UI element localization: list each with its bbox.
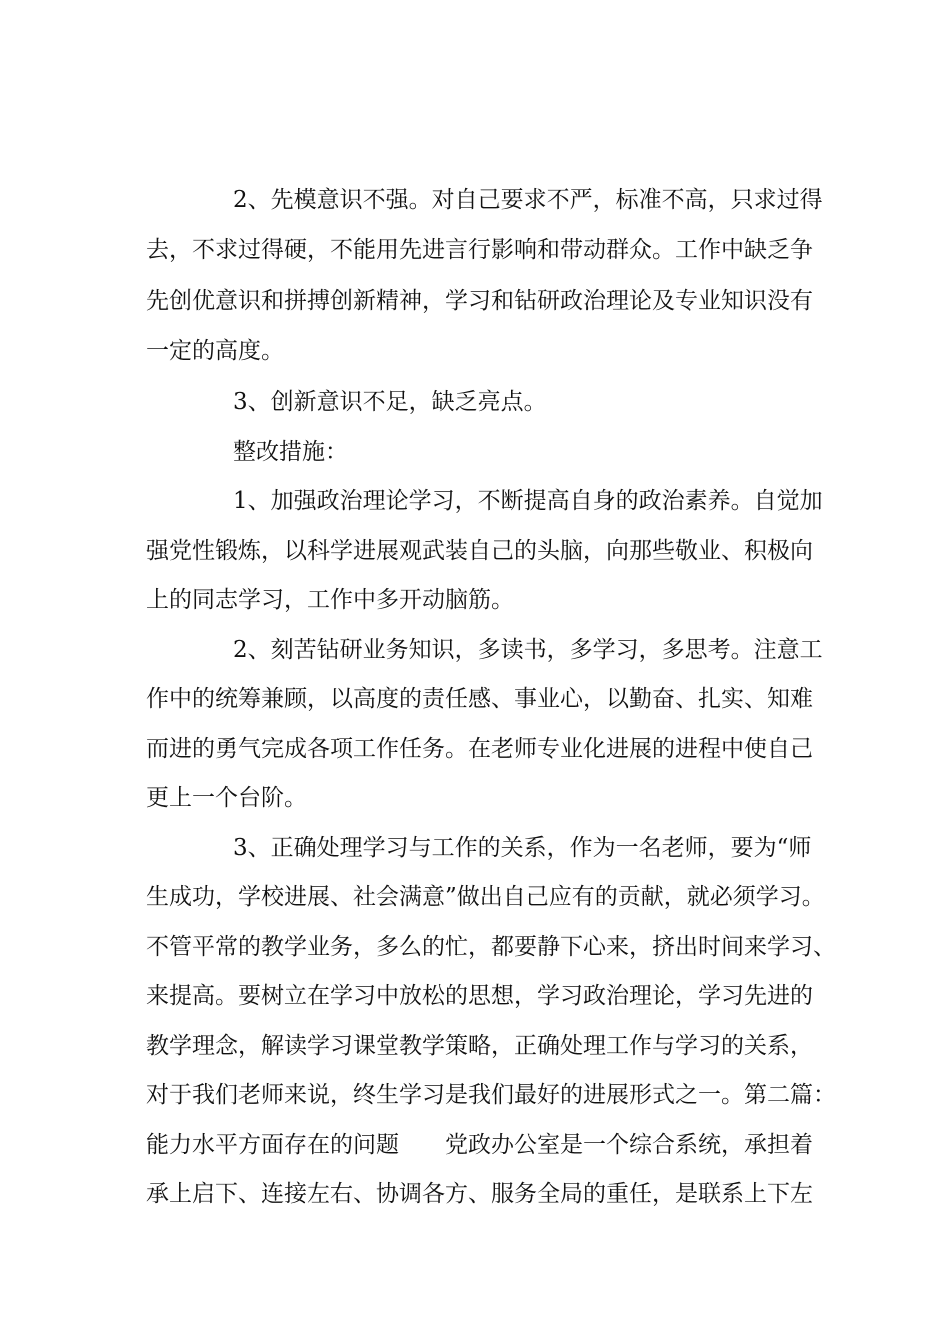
text-line: 生成功，学校进展、社会满意”做出自己应有的贡献，就必须学习。 <box>146 884 825 910</box>
text-line: 2、刻苦钻研业务知识，多读书，多学习，多思考。注意工 <box>233 637 823 663</box>
section-heading: 整改措施： <box>233 439 348 465</box>
text-line: 承上启下、连接左右、协调各方、服务全局的重任，是联系上下左 <box>146 1181 813 1207</box>
text-line: 3、创新意识不足，缺乏亮点。 <box>233 389 547 415</box>
text-line: 一定的高度。 <box>146 338 284 364</box>
text-line: 能力水平方面存在的问题 党政办公室是一个综合系统，承担着 <box>146 1132 813 1158</box>
text-line: 2、先模意识不强。对自己要求不严，标准不高，只求过得 <box>233 187 823 213</box>
text-line: 来提高。要树立在学习中放松的思想，学习政治理论，学习先进的 <box>146 983 813 1009</box>
text-line: 对于我们老师来说，终生学习是我们最好的进展形式之一。第二篇： <box>146 1082 836 1108</box>
text-line: 而进的勇气完成各项工作任务。在老师专业化进展的进程中使自己 <box>146 736 813 762</box>
text-line: 1、加强政治理论学习，不断提高自身的政治素养。自觉加 <box>233 488 823 514</box>
text-line: 上的同志学习，工作中多开动脑筋。 <box>146 587 514 613</box>
text-line: 教学理念，解读学习课堂教学策略，正确处理工作与学习的关系， <box>146 1033 813 1059</box>
text-line: 作中的统筹兼顾，以高度的责任感、事业心，以勤奋、扎实、知难 <box>146 686 813 712</box>
text-line: 强党性锻炼，以科学进展观武装自己的头脑，向那些敬业、积极向 <box>146 538 813 564</box>
text-line: 3、正确处理学习与工作的关系，作为一名老师，要为“师 <box>233 835 812 861</box>
text-line: 更上一个台阶。 <box>146 785 307 811</box>
text-line: 不管平常的教学业务，多么的忙，都要静下心来，挤出时间来学习、 <box>146 934 836 960</box>
text-line: 去，不求过得硬，不能用先进言行影响和带动群众。工作中缺乏争 <box>146 237 813 263</box>
text-line: 先创优意识和拼搏创新精神，学习和钻研政治理论及专业知识没有 <box>146 288 813 314</box>
